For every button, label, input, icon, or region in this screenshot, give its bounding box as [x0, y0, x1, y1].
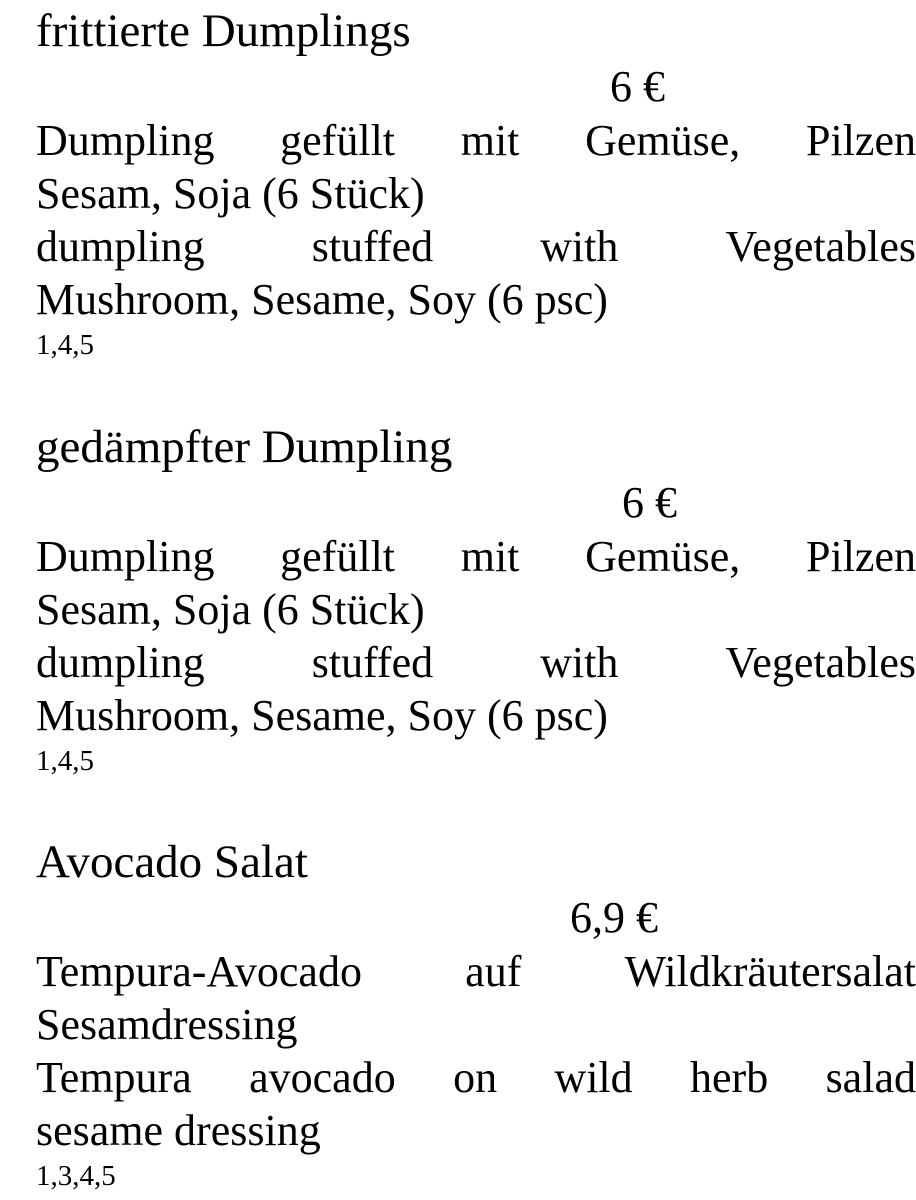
word: gefüllt	[280, 116, 396, 165]
word: Gemüse,	[585, 116, 741, 165]
word: auf	[465, 947, 522, 996]
word: Vegetables	[725, 638, 916, 687]
description-en-line-2: sesame dressing	[36, 1106, 321, 1155]
description-de-line-2: Sesamdressing	[36, 1000, 298, 1049]
word: Pilzen	[806, 532, 916, 581]
description-de-line-1	[36, 114, 916, 167]
word: Vegetables	[725, 222, 916, 271]
menu-item-frittierte-dumplings	[36, 2, 916, 364]
word: herb	[690, 1053, 769, 1102]
word: Tempura	[36, 1053, 192, 1102]
word: mit	[460, 116, 520, 165]
menu-item-price-row	[36, 891, 916, 945]
word: with	[540, 638, 619, 687]
word: stuffed	[311, 222, 434, 271]
description-de-line-2: Sesam, Soja (6 Stück)	[36, 585, 425, 634]
word: Pilzen	[806, 116, 916, 165]
description-en-line-2: Mushroom, Sesame, Soy (6 psc)	[36, 691, 608, 740]
word: with	[540, 222, 619, 271]
word: Tempura-Avocado	[36, 947, 362, 996]
word: on	[453, 1053, 498, 1102]
word: stuffed	[311, 638, 434, 687]
word: mit	[460, 532, 520, 581]
description-en-line-1	[36, 636, 916, 689]
description-en-line-1	[36, 220, 916, 273]
menu-item-title: frittierte Dumplings	[36, 5, 411, 57]
description-de-line-2: Sesam, Soja (6 Stück)	[36, 169, 425, 218]
menu-item-title: Avocado Salat	[36, 836, 308, 888]
menu-item-price-row	[36, 60, 916, 114]
allergen-codes: 1,3,4,5	[36, 1160, 116, 1192]
allergen-codes: 1,4,5	[36, 329, 94, 361]
word: dumpling	[36, 638, 205, 687]
word: Dumpling	[36, 116, 215, 165]
word: avocado	[249, 1053, 396, 1102]
word: salad	[825, 1053, 916, 1102]
description-en-line-1	[36, 1051, 916, 1104]
menu-item-price: 6,9 €	[570, 893, 658, 942]
menu-item-title: gedämpfter Dumpling	[36, 421, 453, 473]
word: Dumpling	[36, 532, 215, 581]
description-de-line-1	[36, 945, 916, 998]
word: wild	[554, 1053, 633, 1102]
description-de-line-1	[36, 530, 916, 583]
description-en-line-2: Mushroom, Sesame, Soy (6 psc)	[36, 275, 608, 324]
menu-item-price: 6 €	[610, 62, 665, 111]
menu-item-price: 6 €	[622, 478, 677, 527]
word: gefüllt	[280, 532, 396, 581]
allergen-codes: 1,4,5	[36, 745, 94, 777]
word: Gemüse,	[585, 532, 741, 581]
menu-item-price-row	[36, 476, 916, 530]
word: Wildkräutersalat	[624, 947, 916, 996]
word: dumpling	[36, 222, 205, 271]
menu-item-avocado-salat	[36, 833, 916, 1195]
menu-item-gedaempfter-dumpling	[36, 418, 916, 780]
